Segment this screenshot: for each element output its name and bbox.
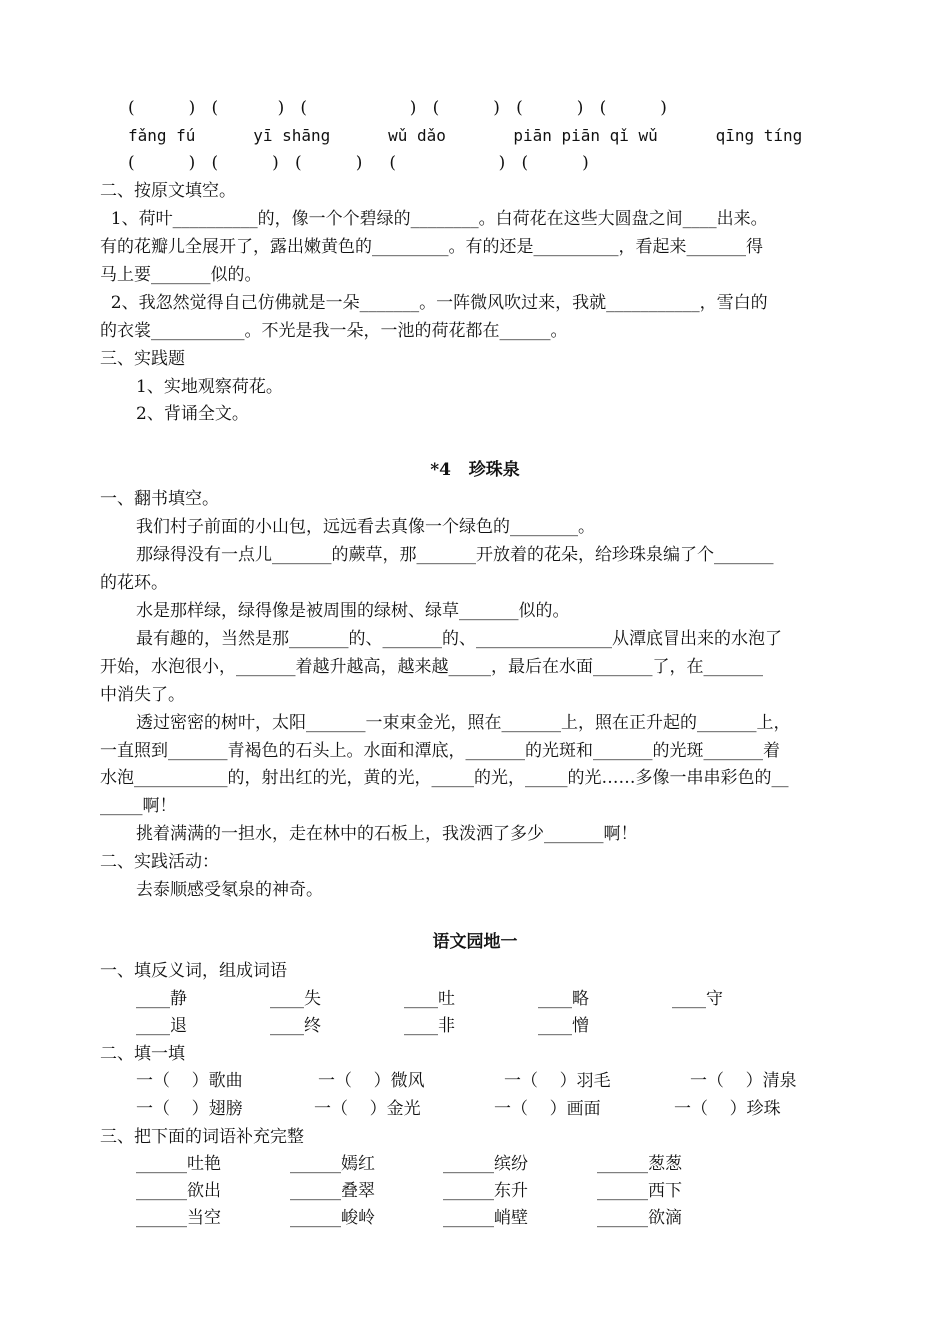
s2-line: 2、我忽然觉得自己仿佛就是一朵_______。一阵微风吹过来，我就___________，雪白的: [100, 293, 768, 313]
fill-item: 一（ ）羽毛: [504, 1071, 611, 1091]
section-3-heading: 三、实践题: [100, 349, 185, 369]
s2-line: 1、荷叶__________的，像一个个碧绿的________。白荷花在这些大圆盘之间____出来。: [100, 209, 768, 229]
garden-title: 语文园地一: [432, 932, 518, 952]
idiom-item: ______当空: [136, 1208, 221, 1228]
fill-item: 一（ ）歌曲: [136, 1071, 243, 1091]
lesson-4-line: 透过密密的树叶，太阳_______一束束金光，照在_______上，照在正升起的_______上，: [136, 713, 791, 733]
s3-item: 1、实地观察荷花。: [136, 377, 283, 397]
pinyin-row: fǎng fú yī shāng wǔ dǎo piān piān qǐ wǔ qīng tíng: [128, 126, 803, 145]
fill-item: 一（ ）清泉: [690, 1071, 797, 1091]
s2-line: 有的花瓣儿全展开了，露出嫩黄色的_________。有的还是__________，看起来_______得: [100, 237, 763, 257]
idiom-item: ______西下: [597, 1181, 682, 1201]
lesson-4-line: 开始，水泡很小，_______着越升越高，越来越_____，最后在水面_______了，在_______: [100, 657, 763, 677]
idiom-item: ______葱葱: [597, 1154, 682, 1174]
idiom-item: ______峭壁: [443, 1208, 528, 1228]
antonym-item: ____静: [136, 989, 187, 1009]
idiom-item: ______缤纷: [443, 1154, 528, 1174]
lesson-4-line: 最有趣的，当然是那_______的、_______的、________________从潭底冒出来的水泡了: [136, 629, 782, 649]
s2-line: 马上要_______似的。: [100, 265, 262, 285]
lesson-4-line: 挑着满满的一担水，走在林中的石板上，我泼洒了多少_______啊！: [136, 824, 638, 844]
antonym-item: ____略: [538, 989, 589, 1009]
lesson-4-part-2-text: 去泰顺感受氡泉的神奇。: [136, 880, 323, 900]
garden-q1-heading: 一、填反义词，组成词语: [100, 961, 287, 981]
antonym-item: ____退: [136, 1016, 187, 1036]
pinyin-paren-row-1: ( ) ( ) ( ) ( ) ( ) ( ): [128, 98, 667, 118]
idiom-item: ______吐艳: [136, 1154, 221, 1174]
lesson-4-line: 一直照到_______青褐色的石头上。水面和潭底，_______的光斑和_______的光斑_______着: [100, 741, 780, 761]
fill-item: 一（ ）画面: [494, 1099, 601, 1119]
fill-item: 一（ ）金光: [314, 1099, 421, 1119]
antonym-item: ____失: [270, 989, 321, 1009]
lesson-4-line: _____啊！: [100, 796, 177, 816]
pinyin-paren-row-2: ( ) ( ) ( ) ( ) ( ): [128, 153, 589, 173]
lesson-4-title: *4 珍珠泉: [430, 460, 520, 480]
fill-item: 一（ ）微风: [318, 1071, 425, 1091]
antonym-item: ____非: [404, 1016, 455, 1036]
lesson-4-part-2-heading: 二、实践活动：: [100, 852, 219, 872]
lesson-4-line: 水是那样绿，绿得像是被周围的绿树、绿草_______似的。: [136, 601, 570, 621]
antonym-item: ____吐: [404, 989, 455, 1009]
idiom-item: ______峻岭: [290, 1208, 375, 1228]
idiom-item: ______叠翠: [290, 1181, 375, 1201]
idiom-item: ______嫣红: [290, 1154, 375, 1174]
lesson-4-line: 那绿得没有一点儿_______的蕨草，那_______开放着的花朵，给珍珠泉编了个_______: [136, 545, 774, 565]
lesson-4-part-1-heading: 一、翻书填空。: [100, 489, 219, 509]
antonym-item: ____守: [672, 989, 723, 1009]
lesson-4-line: 中消失了。: [100, 685, 185, 705]
lesson-4-line: 水泡___________的，射出红的光，黄的光，_____的光，_____的光……多像一串串彩色的__: [100, 768, 789, 788]
s3-item: 2、背诵全文。: [136, 404, 249, 424]
lesson-4-line: 我们村子前面的小山包，远远看去真像一个绿色的________。: [136, 517, 595, 537]
lesson-4-line: 的花环。: [100, 573, 168, 593]
antonym-item: ____终: [270, 1016, 321, 1036]
section-2-heading: 二、按原文填空。: [100, 181, 236, 201]
idiom-item: ______欲滴: [597, 1208, 682, 1228]
idiom-item: ______欲出: [136, 1181, 221, 1201]
fill-item: 一（ ）珍珠: [674, 1099, 781, 1119]
idiom-item: ______东升: [443, 1181, 528, 1201]
s2-line: 的衣裳___________。不光是我一朵，一池的荷花都在______。: [100, 321, 568, 341]
antonym-item: ____憎: [538, 1016, 589, 1036]
fill-item: 一（ ）翅膀: [136, 1099, 243, 1119]
garden-q3-heading: 三、把下面的词语补充完整: [100, 1127, 304, 1147]
garden-q2-heading: 二、填一填: [100, 1044, 185, 1064]
